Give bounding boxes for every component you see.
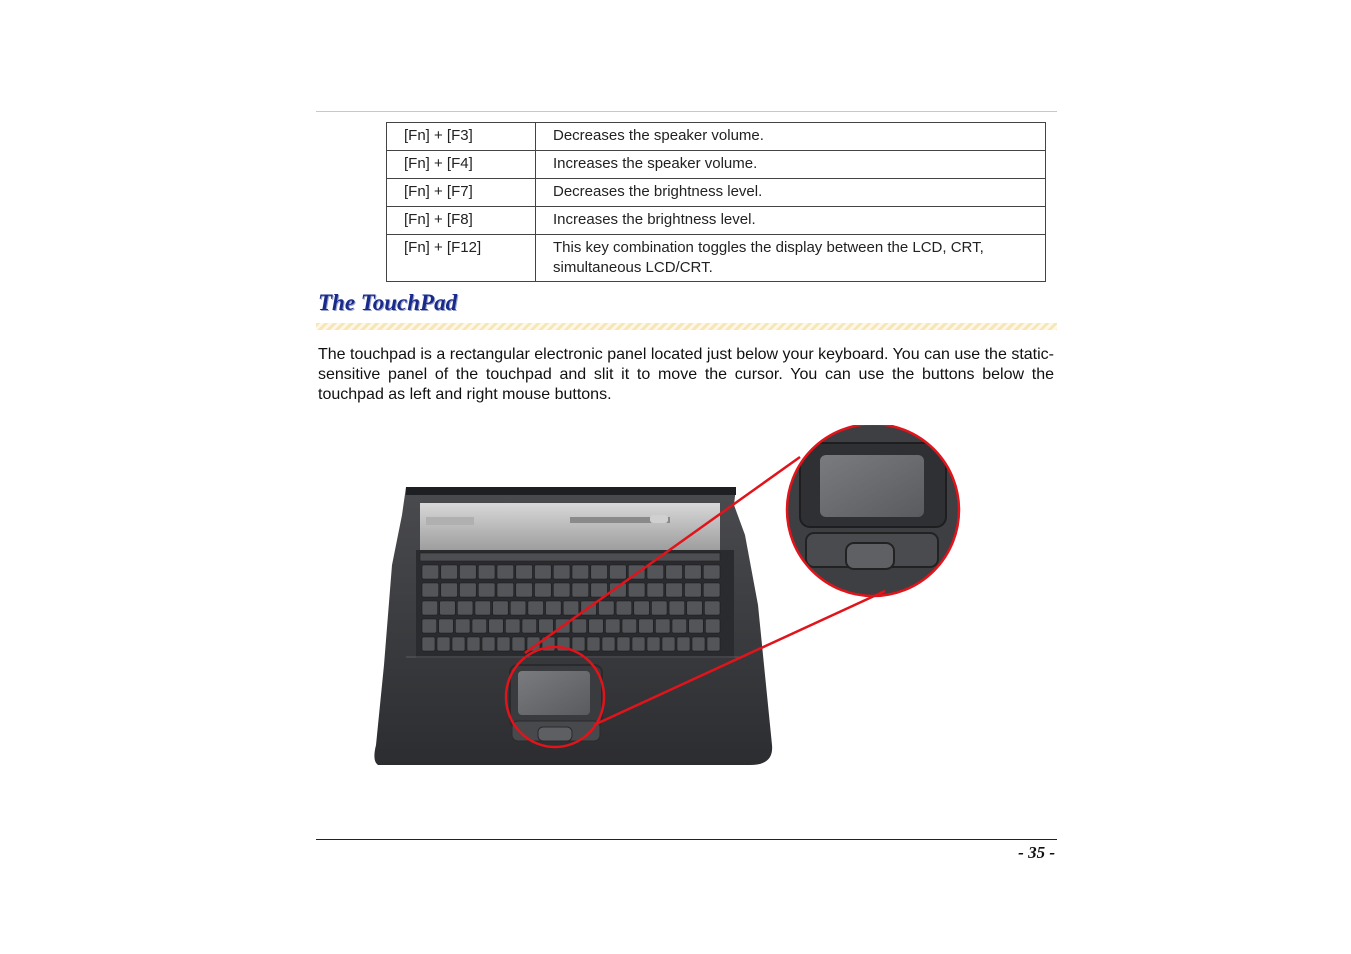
- keyboard-key: [689, 619, 704, 633]
- keyboard-key: [505, 619, 520, 633]
- keyboard-key: [439, 619, 454, 633]
- keyboard-key: [677, 637, 690, 651]
- keyboard-key: [589, 619, 604, 633]
- keyboard-key: [422, 583, 439, 597]
- keyboard-key: [440, 601, 456, 615]
- keyboard-key: [616, 601, 632, 615]
- keyboard-key: [422, 619, 437, 633]
- keyboard-key: [441, 583, 458, 597]
- keyboard-key: [535, 565, 552, 579]
- keyboard-key: [651, 601, 667, 615]
- keyboard-key: [553, 583, 570, 597]
- keyboard-key: [478, 583, 495, 597]
- keyboard-key: [460, 565, 477, 579]
- hotkey-cell: [Fn] + [F4]: [387, 151, 536, 179]
- keyboard-key: [452, 637, 465, 651]
- keyboard-key: [602, 637, 615, 651]
- keyboard-key: [704, 601, 720, 615]
- keyboard-key: [617, 637, 630, 651]
- table-row: [387, 123, 1046, 151]
- keyboard-key: [437, 637, 450, 651]
- keyboard-key: [647, 637, 660, 651]
- hotkey-cell: [Fn] + [F3]: [387, 123, 536, 151]
- description-cell: This key combination toggles the display between the LCD, CRT, simultaneous LCD/CRT.: [536, 235, 1046, 282]
- title-underline: [316, 323, 1057, 330]
- keyboard-key: [587, 637, 600, 651]
- keyboard-key: [610, 565, 627, 579]
- keyboard-key: [672, 619, 687, 633]
- keyboard-key: [632, 637, 645, 651]
- body-paragraph: The touchpad is a rectangular electronic panel located just below your keyboard. You can use the static-sensitive panel of the touchpad and slit it to move the cursor. You can use the buttons below the touchpad as left and right mouse buttons.: [318, 346, 1054, 403]
- keyboard-key: [467, 637, 480, 651]
- keyboard-key: [478, 565, 495, 579]
- keyboard-key: [475, 601, 491, 615]
- hotkey-cell: [Fn] + [F12]: [387, 235, 536, 282]
- hotkey-table: [386, 122, 1046, 282]
- keyboard-key: [666, 583, 683, 597]
- keyboard-key: [685, 583, 702, 597]
- table-row: [387, 179, 1046, 207]
- table-row: [387, 151, 1046, 179]
- keyboard-key: [628, 583, 645, 597]
- keyboard-key: [572, 583, 589, 597]
- description-cell: Increases the brightness level.: [536, 207, 1046, 235]
- keyboard-key: [703, 583, 720, 597]
- keyboard-key: [634, 601, 650, 615]
- keyboard-key: [493, 601, 509, 615]
- footer-rule: [316, 839, 1057, 840]
- keyboard-key: [572, 637, 585, 651]
- keyboard-key: [535, 583, 552, 597]
- hotkey-cell: [Fn] + [F7]: [387, 179, 536, 207]
- keyboard-key: [441, 565, 458, 579]
- keyboard-key: [516, 583, 533, 597]
- keyboard-key: [639, 619, 654, 633]
- keyboard-key: [591, 565, 608, 579]
- keyboard-key: [703, 565, 720, 579]
- page-number: - 35 -: [1018, 843, 1055, 862]
- table-row: [387, 207, 1046, 235]
- keyboard-key: [707, 637, 720, 651]
- keyboard-key: [497, 637, 510, 651]
- keyboard-key: [472, 619, 487, 633]
- keyboard-key: [489, 619, 504, 633]
- keyboard-key: [605, 619, 620, 633]
- keyboard-key: [669, 601, 685, 615]
- description-cell: Decreases the speaker volume.: [536, 123, 1046, 151]
- keyboard-key: [455, 619, 470, 633]
- keyboard-key: [510, 601, 526, 615]
- keyboard-key: [666, 565, 683, 579]
- keyboard-key: [662, 637, 675, 651]
- keyboard-key: [563, 601, 579, 615]
- keyboard-key: [647, 583, 664, 597]
- keyboard-key: [422, 565, 439, 579]
- keyboard-key: [422, 601, 438, 615]
- hotkey-cell: [Fn] + [F8]: [387, 207, 536, 235]
- keyboard-key: [572, 565, 589, 579]
- keyboard-key: [572, 619, 587, 633]
- keyboard-key: [553, 565, 570, 579]
- table-row: [387, 235, 1046, 282]
- keyboard-key: [685, 565, 702, 579]
- description-cell: Increases the speaker volume.: [536, 151, 1046, 179]
- keyboard-key: [512, 637, 525, 651]
- keyboard-key: [546, 601, 562, 615]
- keyboard-key: [539, 619, 554, 633]
- keyboard-key: [516, 565, 533, 579]
- keyboard-key: [647, 565, 664, 579]
- keyboard-key: [457, 601, 473, 615]
- keyboard-key: [422, 637, 435, 651]
- section-title: The TouchPad: [318, 290, 458, 315]
- laptop-image: [374, 487, 772, 765]
- header-rule: [316, 111, 1057, 112]
- keyboard-key: [692, 637, 705, 651]
- touchpad-zoom-inset: [785, 425, 965, 600]
- keyboard-key: [497, 565, 514, 579]
- description-cell: Decreases the brightness level.: [536, 179, 1046, 207]
- keyboard-key: [687, 601, 703, 615]
- keyboard-key: [622, 619, 637, 633]
- keyboard-key: [655, 619, 670, 633]
- keyboard-key: [497, 583, 514, 597]
- keyboard-key: [460, 583, 477, 597]
- keyboard-key: [528, 601, 544, 615]
- keyboard-key: [705, 619, 720, 633]
- keyboard-key: [482, 637, 495, 651]
- keyboard-key: [598, 601, 614, 615]
- laptop-touchpad-figure: [370, 425, 970, 775]
- keyboard-key: [522, 619, 537, 633]
